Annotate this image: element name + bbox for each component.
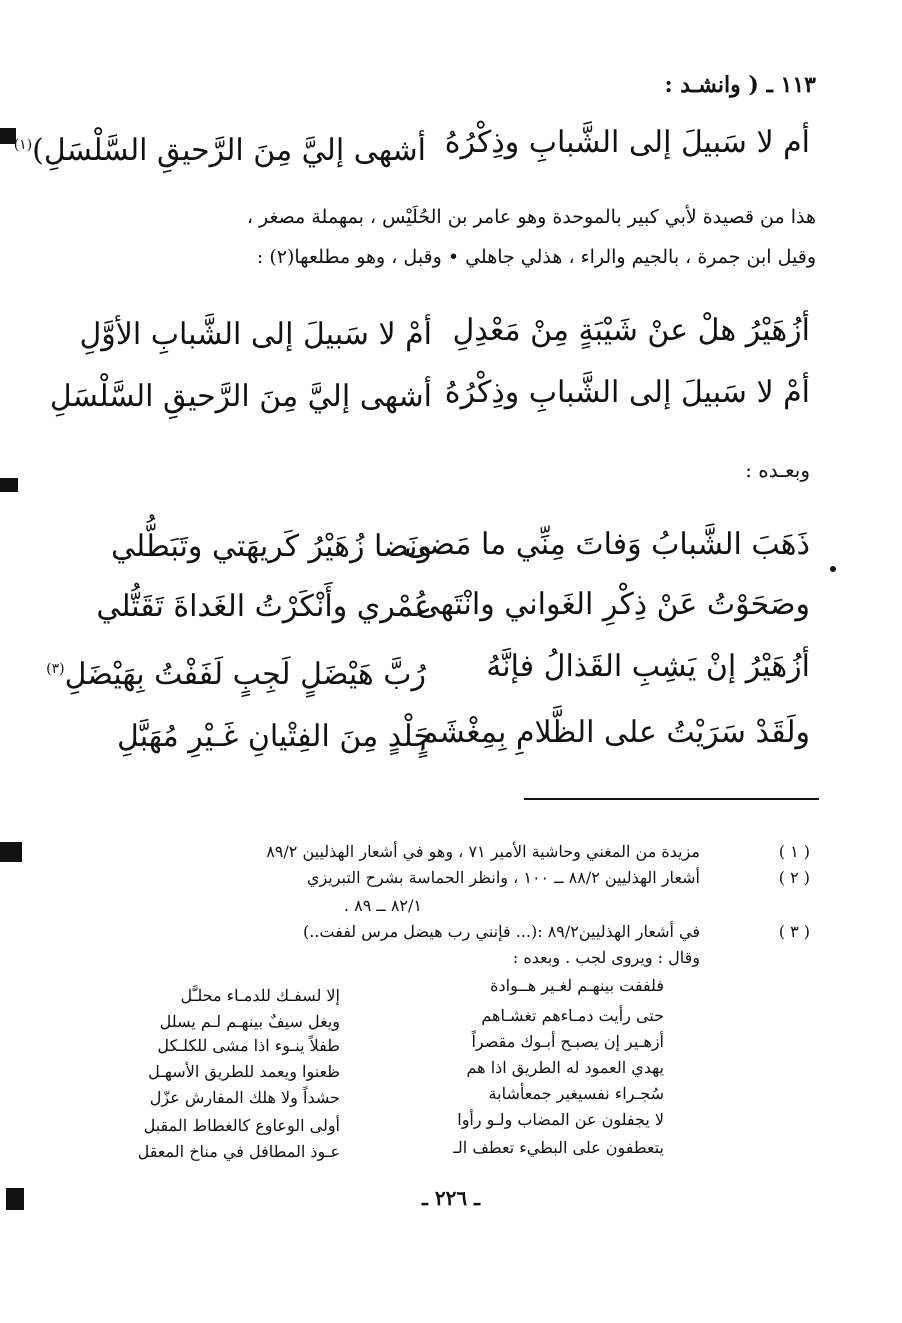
verse-2-left: عُمْري وأَنْكَرْتُ الغَداةَ تَقَتُّلي xyxy=(96,589,432,624)
footnote-verse-4-left: ظعنوا ويعمد للطريق الأسهـل xyxy=(148,1062,340,1081)
scan-mark-3 xyxy=(0,842,22,862)
footnote-3-text: في أشعار الهذليين٨٩/٢ :(... فإنني رب هيضل مرس لففت..) xyxy=(302,922,700,941)
scan-mark-2 xyxy=(0,478,18,492)
footnote-rule xyxy=(524,798,819,800)
main-verse-left xyxy=(13,133,426,168)
footnote-2-continuation: ٨٢/١ ــ ٨٩ . xyxy=(343,896,422,915)
entry-heading: ١١٣ ـ ( وانشـد : xyxy=(664,72,816,98)
verse-1-right: ذَهَبَ الشَّبابُ وَفاتَ مِنِّي ما مَضى xyxy=(404,527,810,562)
footnote-verse-3-right: أزهـير إن يصبـح أبـوك مقصراً xyxy=(471,1032,664,1051)
footnote-2-number: ( ٢ ) xyxy=(778,868,810,887)
verse-4-right: ولَقَدْ سَرَيْتُ على الظَّلامِ بِمِغْشَمٍ xyxy=(419,715,810,750)
footnote-verse-6-left: أولى الوعاوع كالغطاط المقبل xyxy=(143,1116,340,1135)
opening-verse-2-left: أشهى إليَّ مِنَ الرَّحيقِ السَّلْسَلِ xyxy=(49,379,432,414)
footnote-verse-1-right: فلففت بينهـم لغـير هــوادة xyxy=(490,976,664,995)
verse-2-right: وصَحَوْتُ عَنْ ذِكْرِ الغَواني وانْتَهى xyxy=(415,587,810,622)
footnote-verse-4-right: يهدي العمود له الطريق اذا هم xyxy=(466,1058,664,1077)
after-label: وبعـده : xyxy=(745,458,810,482)
footnote-marker-3: (٣) xyxy=(46,661,65,677)
verse-3-left-text: رُبَّ هَيْضَلٍ لَجِبٍ لَفَفْتُ بِهَيْضَلِ xyxy=(64,657,426,692)
opening-verse-2-right: أمْ لا سَبيلَ إلى الشَّبابِ وذِكْرُهُ xyxy=(444,375,810,410)
prose-line-2: وقيل ابن جمرة ، بالجيم والراء ، هذلي جاهلي • وقبل ، وهو مطلعها(٢) : xyxy=(256,246,816,268)
footnote-verse-7-left: عـوذ المطافل في مناخ المعقل xyxy=(137,1142,340,1161)
main-verse-right: أم لا سَبيلَ إلى الشَّبابِ وذِكْرُهُ xyxy=(444,125,810,160)
verse-3-left xyxy=(46,657,426,692)
opening-verse-1-left: أمْ لا سَبيلَ إلى الشَّبابِ الأوَّلِ xyxy=(79,317,432,352)
footnote-verse-1-left: إلا لسفـك للدمـاء محلـَّل xyxy=(180,986,340,1005)
margin-dot xyxy=(830,566,836,572)
footnote-verse-5-left: حشداً ولا هلك المفارش عزّل xyxy=(149,1088,340,1107)
footnote-verse-3-left: طفلاً ينـوء اذا مشى للكلـكل xyxy=(157,1036,340,1055)
footnote-3-number: ( ٣ ) xyxy=(778,922,810,941)
footnote-1-text: مزيدة من المغني وحاشية الأمير ٧١ ، وهو في أشعار الهذليين ٨٩/٢ xyxy=(266,842,700,861)
footnote-verse-2-left: ويغل سيفٌ بينهـم لـم يسلل xyxy=(159,1012,340,1031)
main-verse-left-text: أشهى إليَّ مِنَ الرَّحيقِ السَّلْسَلِ) xyxy=(32,133,426,168)
opening-verse-1-right: أزُهَيْرُ هلْ عنْ شَيْبَةٍ مِنْ مَعْدِلِ xyxy=(452,313,810,348)
footnote-verse-5-right: سُجـراء نفسيغير جمعأشابة xyxy=(488,1084,664,1103)
verse-1-left: ونَضا زُهَيْرُ كَريهَتي وتَبَطُّلي xyxy=(110,529,432,564)
footnote-marker-1: (١) xyxy=(13,137,33,153)
verse-4-left: جَلْدٍ مِنَ الفِتْيانِ غَـيْرِ مُهَبَّلِ xyxy=(117,719,432,754)
footnote-verse-2-right: حتى رأيت دمـاءهم تغشـاهم xyxy=(481,1006,664,1025)
page-number: ـ ٢٢٦ ـ xyxy=(422,1186,480,1210)
footnote-2-text: أشعار الهذليين ٨٨/٢ ــ ١٠٠ ، وانظر الحماسة بشرح التبريزي xyxy=(306,868,700,887)
footnote-verse-7-right: يتعطفون على البطيء تعطف الـ xyxy=(453,1138,664,1157)
footnote-verse-6-right: لا يجفلون عن المضاب ولـو رأوا xyxy=(457,1110,664,1129)
footnote-1-number: ( ١ ) xyxy=(778,842,810,861)
prose-line-1: هذا من قصيدة لأبي كبير بالموحدة وهو عامر بن الحُلَيْس ، بمهملة مصغر ، xyxy=(246,206,816,228)
footnote-3-continuation: وقال : ويروى لجب . وبعده : xyxy=(512,948,700,967)
verse-3-right: أزُهَيْرُ إنْ يَشِبِ القَذالُ فإنَّهُ xyxy=(486,649,810,684)
